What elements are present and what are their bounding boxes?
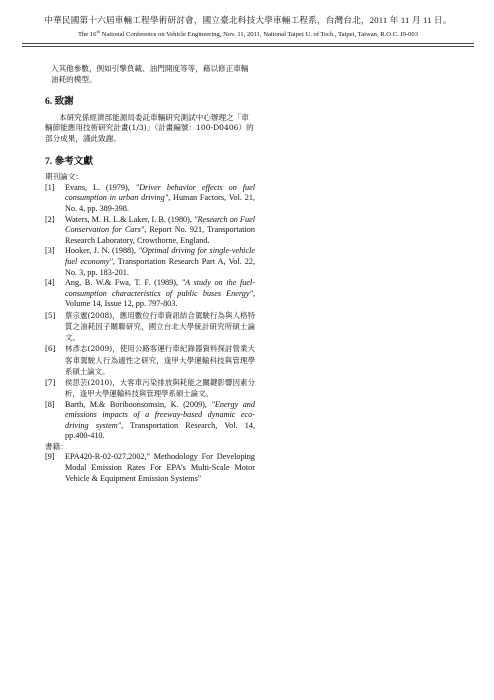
header-conference-en [22,27,474,40]
reference-number: [8] [45,399,55,409]
reference-authors: Barth, M.& Boriboonsomsin, K. (2009), [65,399,212,409]
books-label: 書籍： [45,441,68,451]
reference-authors: 蔡宗憲(2008)，應用數位行車資訊結合駕駛行為與人格特質之油耗因子關聯研究，國立台北大學統計研究所碩士論文。 [65,310,255,343]
reference-item [45,278,255,310]
reference-authors: 林彥志(2009)，使用公路客運行車紀錄器資料探討營業大客車駕駛人行為適性之研究，逢甲大學運輸科技與管理學系碩士論文。 [65,344,255,376]
reference-text [65,377,255,399]
reference-title: "Driver behavior effects on fuel consumption in urban driving" [65,182,255,203]
reference-authors: Waters, M. H. L.& Laker, I. B. (1980), [65,214,195,224]
header-en-sup: th [96,29,100,34]
reference-number: [1] [45,182,55,192]
reference-title: "A study on the fuel-consumption characteristics of public buses Energy" [65,278,255,298]
left-column [45,64,255,484]
reference-text [65,310,255,344]
reference-number: [7] [45,378,56,388]
header-conference-cn: 中華民國第十六屆車輛工程學術研討會，國立臺北科技大學車輛工程系，台灣台北，2011 年 11 月 11 日。 [44,15,452,25]
reference-text [65,343,255,377]
reference-number: [6] [45,344,56,354]
reference-item [45,377,255,399]
header-en-pre: The 16 [77,31,97,39]
acknowledgement-paragraph: 本研究係經濟部能源局委託車輛研究測試中心辦理之「車輛節能應用技術研究計畫(1/3)」（計畫編號：100-D0406）的部分成果，謹此致謝。 [45,112,254,143]
reference-title: "Research on Fuel Conservation for Cars" [65,214,255,235]
reference-list [45,183,255,442]
reference-item [45,452,255,484]
reference-item [45,215,255,247]
reference-text [65,278,255,310]
reference-number: [9] [45,452,55,462]
reference-source: , Volume 14, Issue 12, pp. 797-803. [65,288,255,309]
reference-title: "Optimal driving for single-vehicle fuel economy" [65,246,255,266]
reference-authors: Hooker, J. N. (1988), [65,246,139,256]
reference-number: [4] [45,278,55,288]
continuation-paragraph: 入其他參數，例如引擎負載、油門開度等等，藉以修正車輛油耗的模型。 [51,64,249,84]
reference-number: [2] [45,214,55,224]
reference-number: [5] [45,310,56,320]
reference-title: "Energy and emissions impacts of a freeway-based dynamic eco-driving system" [65,399,255,430]
page-header [22,14,474,47]
reference-text [65,183,255,215]
reference-source: , Report No. 921, Transportation Research Laboratory, Crowthorne, England. [65,225,255,245]
reference-text [65,215,255,247]
reference-item [45,343,255,377]
reference-authors: EPA420-R-02-027,2002," Methodology For Developing Modal Emission Rates For EPA’s Multi-Scale Motor Vehicle & Equipment Emission Systems" [65,452,255,483]
reference-number: [3] [45,246,55,256]
book-reference-list [45,452,255,484]
reference-source: , Transportation Research Part A, Vol. 22, No. 3, pp. 183-201. [65,256,255,277]
section-6-title: 6. 致謝 [45,96,74,108]
reference-authors: Evans, L. (1979), [65,182,136,192]
reference-text [65,452,255,484]
reference-source: , Transportation Research, Vol. 14, pp.400-410. [65,420,255,441]
reference-text [65,400,255,442]
reference-item [45,246,255,278]
reference-item [45,310,255,344]
header-en-post: National Conference on Vehicle Engineering, Nov. 11, 2011, National Taipei U. of Tech., Taipei, Taiwan, R.O.C. I9-003 [100,31,418,39]
reference-text [65,246,255,278]
reference-item [45,400,255,442]
header-rule [22,43,474,47]
reference-source: , Human Factors, Vol. 21, No. 4, pp. 389-398. [65,193,255,213]
journals-label: 期刊論文： [45,172,83,182]
reference-authors: Ang, B. W.& Fwa, T. F. (1989), [65,278,182,288]
reference-item [45,183,255,215]
section-7-title: 7. 參考文獻 [45,155,93,167]
reference-authors: 侯思芸(2010)，大客車污染排放與耗能之關鍵影響因素分析，逢甲大學運輸科技與管理學系碩士論文。 [65,378,255,399]
